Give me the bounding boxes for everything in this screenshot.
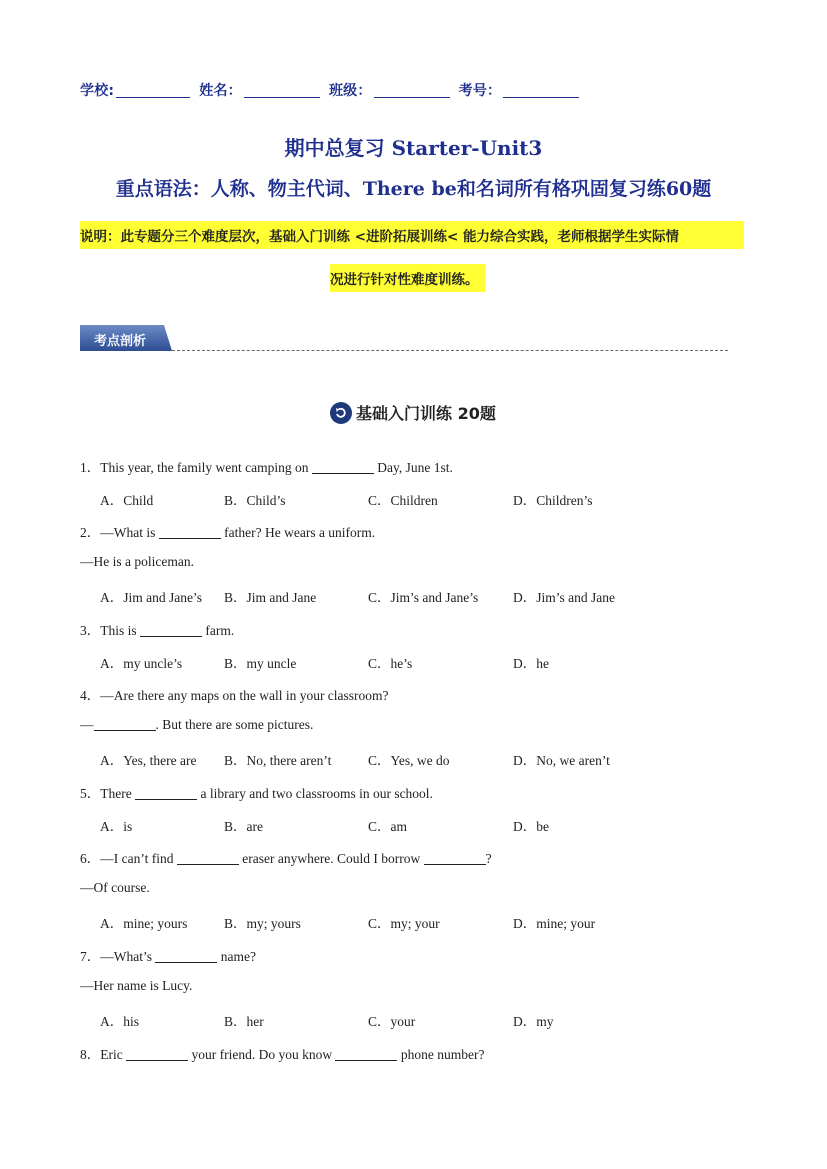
- answer-blank[interactable]: [126, 1048, 188, 1061]
- question-6-option-B[interactable]: B．my; yours: [224, 916, 301, 931]
- page-subtitle: 重点语法：人称、物主代词、There be和名词所有格巩固复习练60题: [115, 178, 712, 200]
- question-3-line-1: [80, 619, 234, 639]
- question-text: —Of course.: [80, 880, 150, 895]
- name-label: 姓名：: [199, 83, 242, 99]
- question-text: name?: [217, 949, 256, 964]
- question-3-option-D[interactable]: D．he: [513, 656, 549, 671]
- question-7-option-B[interactable]: B．her: [224, 1014, 264, 1029]
- answer-blank[interactable]: [140, 624, 202, 637]
- question-text: 6．—I can’t find: [80, 851, 177, 866]
- section-tab: [80, 325, 172, 351]
- question-text: eraser anywhere. Could I borrow: [238, 851, 424, 866]
- page-title: 期中总复习 Starter-Unit3: [284, 136, 543, 160]
- question-6-option-A[interactable]: A．mine; yours: [100, 916, 188, 931]
- question-4-line-1: [80, 684, 389, 704]
- question-6-line-2: [80, 880, 150, 896]
- question-5-option-D[interactable]: D．be: [513, 819, 549, 834]
- question-2-option-B[interactable]: B．Jim and Jane: [224, 590, 317, 605]
- school-label: 学校:: [80, 83, 115, 99]
- answer-blank[interactable]: [135, 787, 197, 800]
- question-2-option-C[interactable]: C．Jim’s and Jane’s: [368, 590, 479, 605]
- question-6-option-D[interactable]: D．mine; your: [513, 916, 596, 931]
- instruction-note-line-2: 况进行针对性难度训练。: [330, 264, 485, 292]
- question-text: a library and two classrooms in our school.: [197, 786, 433, 801]
- answer-blank[interactable]: [312, 461, 374, 474]
- class-label: 班级：: [328, 83, 372, 99]
- question-7-line-1: [80, 945, 256, 965]
- question-text: your friend. Do you know: [188, 1047, 336, 1062]
- question-text: —Her name is Lucy.: [80, 978, 193, 993]
- question-4-option-D[interactable]: D．No, we aren’t: [513, 753, 610, 768]
- school-blank[interactable]: [116, 83, 190, 98]
- question-text: 2．—What is: [80, 525, 159, 540]
- answer-blank[interactable]: [94, 718, 156, 731]
- question-5-option-B[interactable]: B．are: [224, 819, 263, 834]
- sub-heading-text: 基础入门训练 20题: [356, 404, 496, 423]
- question-1-line-1: [80, 456, 453, 476]
- answer-blank[interactable]: [335, 1048, 397, 1061]
- question-3-option-B[interactable]: B．my uncle: [224, 656, 297, 671]
- question-3-option-A[interactable]: A．my uncle’s: [100, 656, 183, 671]
- question-7-line-2: [80, 978, 192, 994]
- question-text: 1．This year, the family went camping on: [80, 460, 312, 475]
- question-4-option-B[interactable]: B．No, there aren’t: [224, 753, 332, 768]
- question-7-option-A[interactable]: A．his: [100, 1014, 140, 1029]
- question-4-option-A[interactable]: A．Yes, there are: [100, 753, 197, 768]
- question-4-line-2: [80, 717, 313, 733]
- answer-blank[interactable]: [177, 852, 239, 865]
- question-1-option-B[interactable]: B．Child’s: [224, 493, 286, 508]
- section-tab-label: 考点剖析: [94, 334, 147, 349]
- question-text: 3．This is: [80, 623, 141, 638]
- circular-arrow-icon: [330, 402, 352, 424]
- question-1-option-A[interactable]: A．Child: [100, 493, 154, 508]
- exam-number-label: 考号：: [458, 83, 502, 99]
- question-6-line-1: [80, 847, 492, 867]
- question-3-option-C[interactable]: C．he’s: [368, 656, 413, 671]
- instruction-note-line-1: 说明：此专题分三个难度层次，基础入门训练 <进阶拓展训练< 能力综合实践，老师根据学生实际情: [80, 221, 744, 249]
- question-1-option-C[interactable]: C．Children: [368, 493, 438, 508]
- question-6-option-C[interactable]: C．my; your: [368, 916, 440, 931]
- answer-blank[interactable]: [424, 852, 486, 865]
- question-4-option-C[interactable]: C．Yes, we do: [368, 753, 450, 768]
- question-5-option-A[interactable]: A．is: [100, 819, 133, 834]
- question-2-option-D[interactable]: D．Jim’s and Jane: [513, 590, 615, 605]
- question-text: 4．—Are there any maps on the wall in your classroom?: [80, 688, 389, 703]
- question-text: Day, June 1st.: [373, 460, 453, 475]
- question-text: 7．—What’s: [80, 949, 156, 964]
- answer-blank[interactable]: [159, 526, 221, 539]
- question-7-option-C[interactable]: C．your: [368, 1014, 416, 1029]
- question-text: ?: [485, 851, 492, 866]
- question-8-line-1: [80, 1043, 484, 1063]
- question-text: 8．Eric: [80, 1047, 127, 1062]
- question-7-option-D[interactable]: D．my: [513, 1014, 554, 1029]
- section-divider: [172, 350, 728, 351]
- question-text: —He is a policeman.: [80, 554, 194, 569]
- question-5-line-1: [80, 782, 433, 802]
- question-text: farm.: [202, 623, 235, 638]
- student-info-line: [80, 80, 583, 100]
- name-blank[interactable]: [244, 83, 320, 98]
- question-text: phone number?: [397, 1047, 485, 1062]
- question-text: 5．There: [80, 786, 136, 801]
- question-2-option-A[interactable]: A．Jim and Jane’s: [100, 590, 202, 605]
- answer-blank[interactable]: [155, 950, 217, 963]
- class-blank[interactable]: [374, 83, 450, 98]
- question-2-line-1: [80, 521, 375, 541]
- exam-number-blank[interactable]: [503, 83, 579, 98]
- question-text: . But there are some pictures.: [155, 717, 314, 732]
- question-1-option-D[interactable]: D．Children’s: [513, 493, 593, 508]
- question-text: —: [80, 717, 94, 732]
- question-text: father? He wears a uniform.: [220, 525, 376, 540]
- sub-heading: [330, 401, 496, 424]
- question-2-line-2: [80, 554, 194, 570]
- question-5-option-C[interactable]: C．am: [368, 819, 407, 834]
